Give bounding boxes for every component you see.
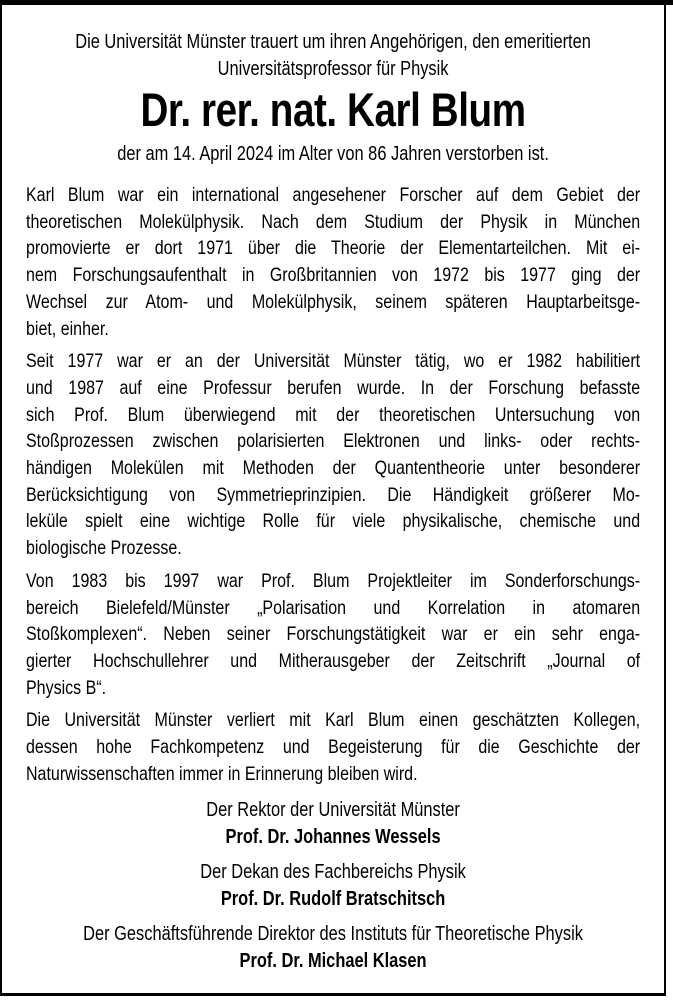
paragraph-line: dessen hohe Fachkompetenz und Begeisterung für die Geschichte der <box>26 736 641 759</box>
intro-line-2: Universitätsprofessor für Physik <box>217 58 449 80</box>
paragraph-line: theoretischen Molekülphysik. Nach dem Studium der Physik in München <box>26 210 641 233</box>
signature <box>26 859 640 913</box>
paragraph-line: händigen Molekülen mit Methoden der Quantentheorie unter besonderer <box>26 457 641 480</box>
deceased-name: Dr. rer. nat. Karl Blum <box>140 83 526 136</box>
paragraph-line: Physics B“. <box>26 676 107 699</box>
paragraph-line: Die Universität Münster verliert mit Karl Blum einen geschätzten Kollegen, <box>26 709 641 732</box>
paragraph <box>26 568 640 702</box>
intro-line-1: Die Universität Münster trauert um ihren Angehörigen, den emeritierten <box>75 31 591 53</box>
paragraph-line: Naturwissenschaften immer in Erinnerung bleiben wird. <box>26 762 418 785</box>
frame-bottom-border <box>0 993 666 996</box>
signature-role: Der Rektor der Universität Münster <box>206 799 460 822</box>
paragraph <box>26 182 640 342</box>
paragraph-line: gierter Hochschullehrer und Mitherausgeber der Zeitschrift „Journal of <box>26 649 641 672</box>
paragraph-line: Stoßkomplexen“. Neben seiner Forschungstätigkeit war er ein sehr enga- <box>26 623 641 646</box>
intro-block <box>26 29 640 83</box>
signature-name: Prof. Dr. Johannes Wessels <box>225 826 441 849</box>
paragraph <box>26 348 640 562</box>
signature <box>26 797 640 851</box>
paragraph-line: Wechsel zur Atom- und Molekülphysik, seinem späteren Hauptarbeitsge- <box>26 290 641 313</box>
notice-content <box>2 5 664 983</box>
signature-role: Der Dekan des Fachbereichs Physik <box>200 861 466 884</box>
signature-name: Prof. Dr. Michael Klasen <box>239 950 427 973</box>
signature-block <box>26 797 640 975</box>
frame-right-border <box>664 0 666 996</box>
paragraph-line: Stoßprozessen zwischen polarisierten Elektronen und links- oder rechts- <box>26 430 641 453</box>
paragraph-line: bereich Bielefeld/Münster „Polarisation und Korrelation in atomaren <box>26 596 641 619</box>
signature-role: Der Geschäftsführende Direktor des Instituts für Theoretische Physik <box>83 923 583 946</box>
body-paragraphs <box>26 182 640 787</box>
paragraph-line: Berücksichtigung von Symmetrieprinzipien. Die Händigkeit größerer Mo- <box>26 483 641 506</box>
paragraph-line: und 1987 auf eine Professur berufen wurde. In der Forschung befasste <box>26 376 641 399</box>
paragraph-line: leküle spielt eine wichtige Rolle für viele physikalische, chemische und <box>26 510 641 533</box>
signature-name: Prof. Dr. Rudolf Bratschitsch <box>220 888 446 911</box>
paragraph-line: nem Forschungsaufenthalt in Großbritannien von 1972 bis 1977 ging der <box>26 264 641 287</box>
death-line: der am 14. April 2024 im Alter von 86 Jahren verstorben ist. <box>117 143 549 165</box>
paragraph-line: promovierte er dort 1971 über die Theorie der Elementarteilchen. Mit ei- <box>26 237 641 260</box>
paragraph-line: Von 1983 bis 1997 war Prof. Blum Projektleiter im Sonderforschungs- <box>26 569 641 592</box>
paragraph-line: Seit 1977 war er an der Universität Münster tätig, wo er 1982 habilitiert <box>26 350 641 373</box>
paragraph <box>26 707 640 787</box>
paragraph-line: Karl Blum war ein international angesehener Forscher auf dem Gebiet der <box>26 184 641 206</box>
paragraph-line: biologische Prozesse. <box>26 537 182 560</box>
paragraph-line: biet, einher. <box>26 317 109 340</box>
signature <box>26 921 640 975</box>
paragraph-line: sich Prof. Blum überwiegend mit der theoretischen Untersuchung von <box>26 403 641 426</box>
